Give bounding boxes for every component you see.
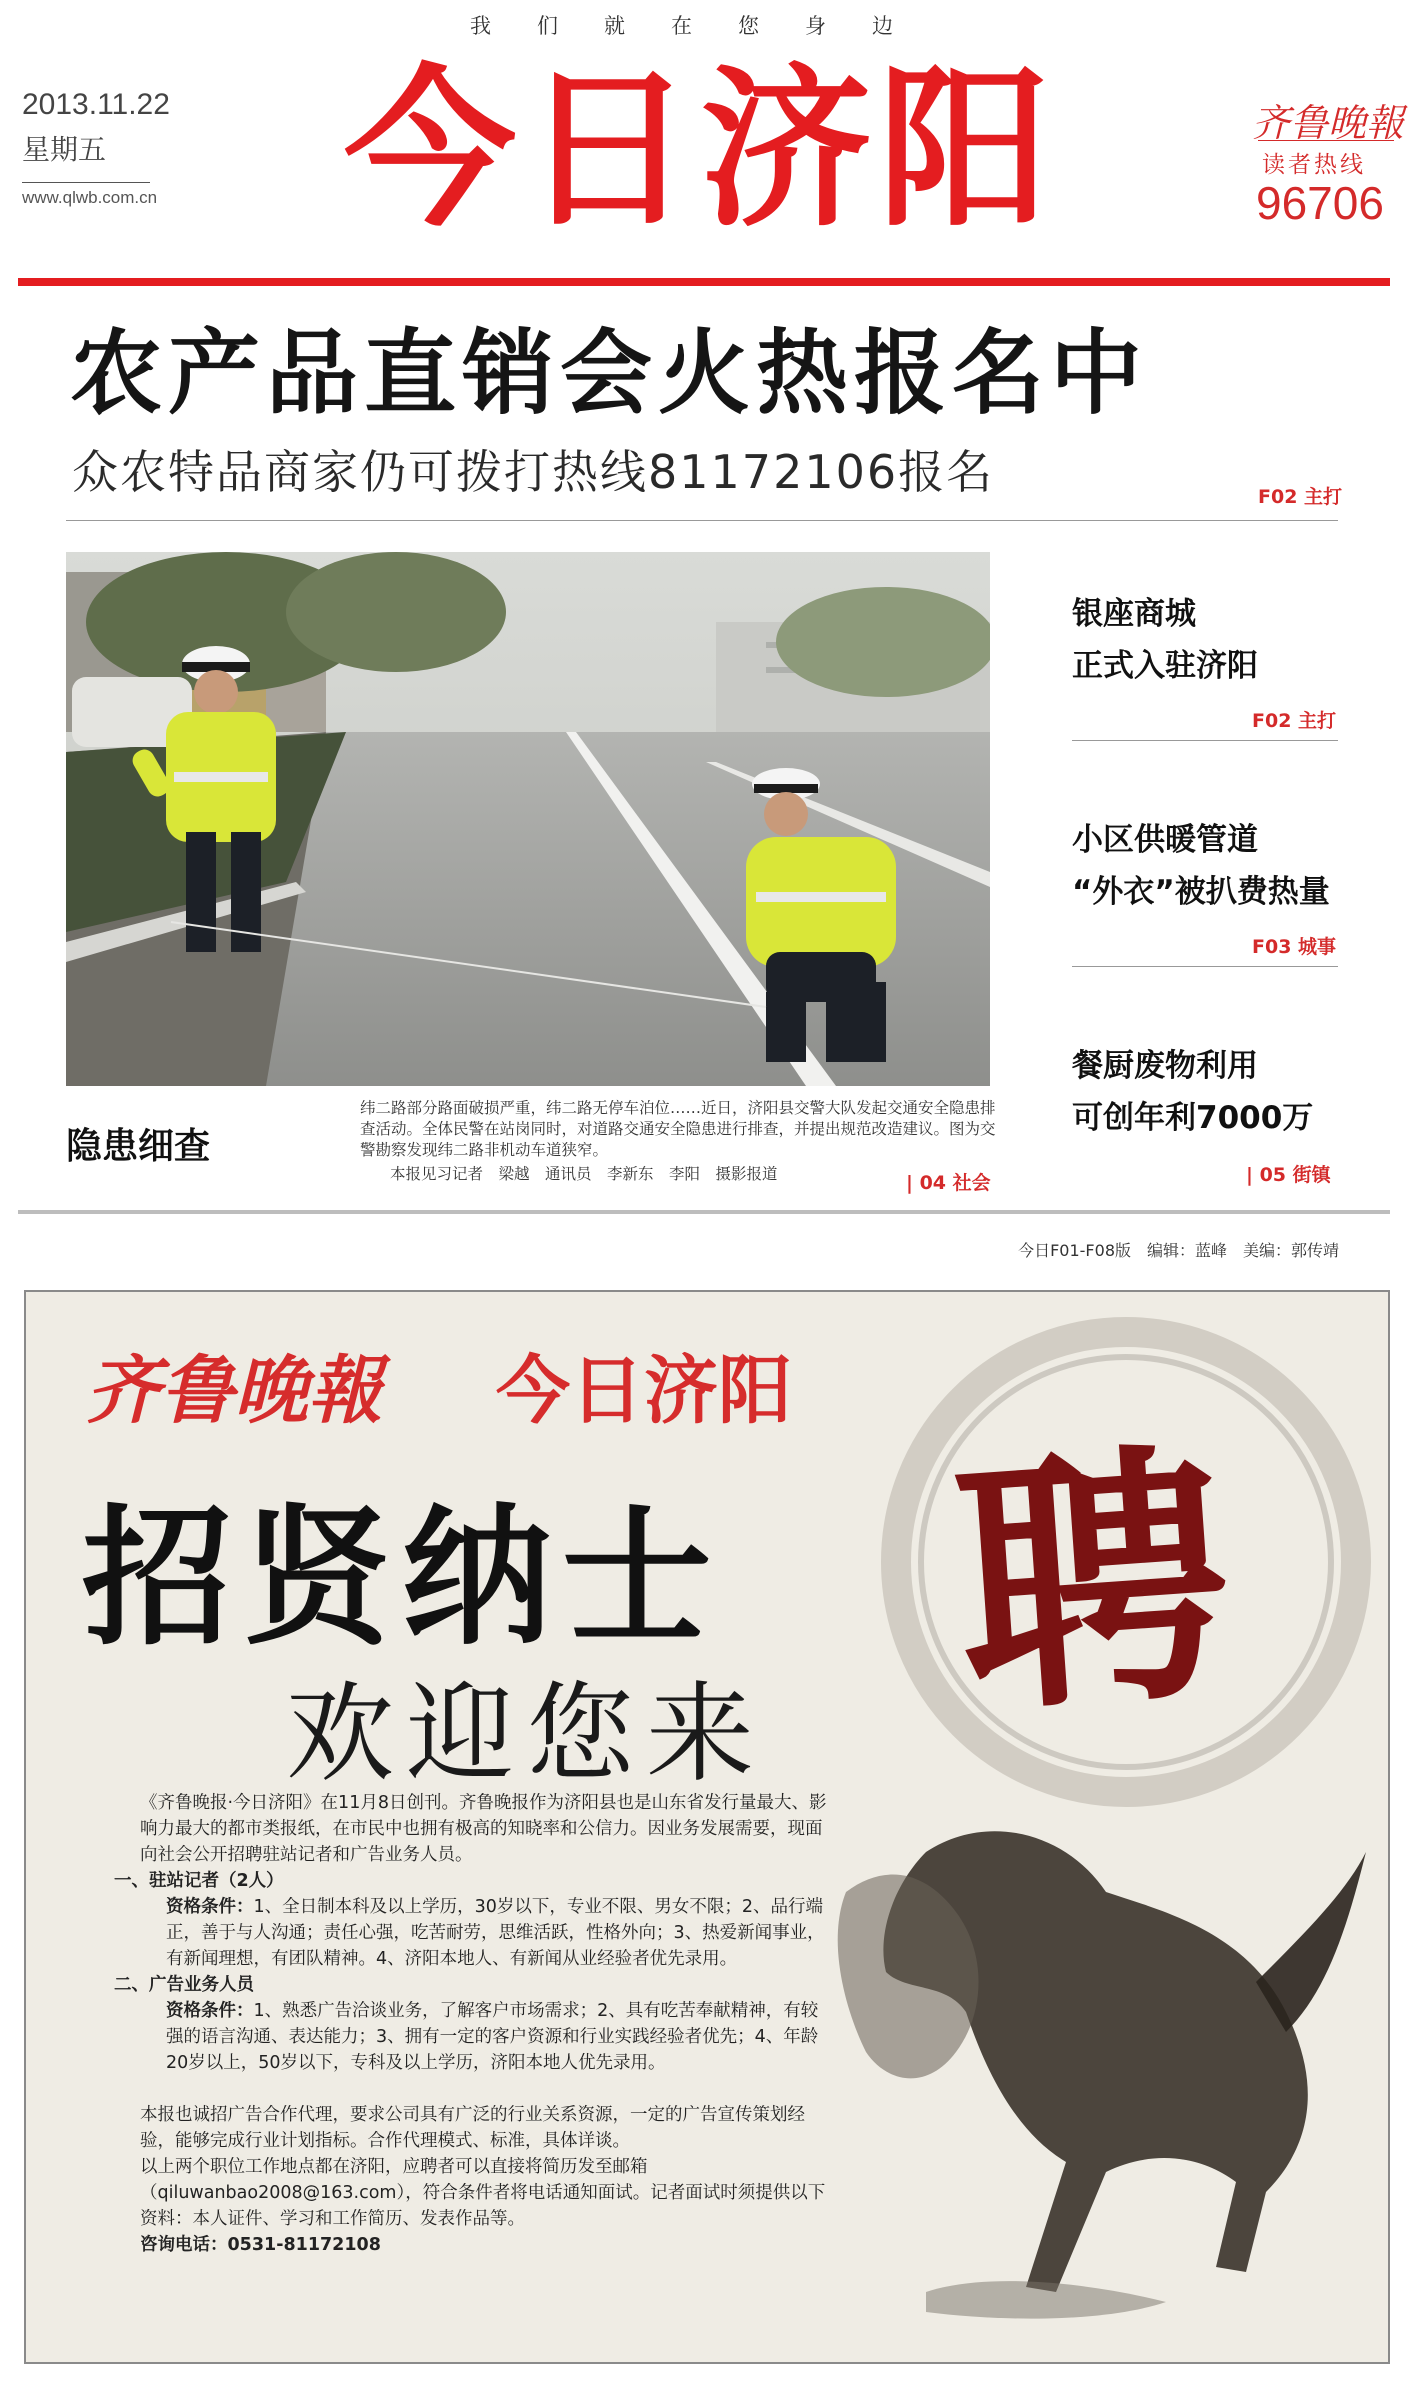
ad-agency-text: 本报也诚招广告合作代理，要求公司具有广泛的行业关系资源，一定的广告宣传策划经验，能够完成行业计划指标。合作代理模式、标准，具体详谈。 — [140, 2105, 805, 2151]
sidebar-item-subtitle: 正式入驻济阳 — [1072, 648, 1258, 684]
traffic-police-photo — [66, 552, 990, 1086]
website-link[interactable]: www.qlwb.com.cn — [22, 188, 158, 207]
issue-date: 2013.11.22 — [22, 88, 170, 121]
ad-section1-title: 一、驻站记者（2人） — [114, 1871, 284, 1891]
sidebar-rule — [1072, 966, 1338, 967]
ad-brand-title: 今日济阳 — [496, 1348, 792, 1434]
ad-welcome: 欢迎您来 — [286, 1672, 767, 1797]
ad-section1-text: 1、全日制本科及以上学历，30岁以下，专业不限、男女不限；2、品行端正，善于与人沟通；责任心强，吃苦耐劳，思维活跃，性格外向；3、热爱新闻事业，有新闻理想，有团队精神。4、济阳本地人、有新闻从业经验者优先录用。 — [166, 1897, 825, 1969]
sponsor-rule — [1258, 140, 1394, 141]
ad-section2-title: 二、广告业务人员 — [114, 1975, 254, 1995]
website-rule — [22, 182, 150, 183]
masthead-slogan: 我们就在您身边 — [470, 14, 939, 38]
photo-title: 隐患细查 — [66, 1126, 211, 1167]
ad-intro: 《齐鲁晚报·今日济阳》在11月8日创刊。齐鲁晚报作为济阳县也是山东省发行量最大、影响力最大的都市类报纸，在市民中也拥有极高的知晓率和公信力。因业务发展需要，现面向社会公开招聘驻站记者和广告业务人员。 — [140, 1793, 827, 1865]
sidebar-item-title: 小区供暖管道 — [1072, 822, 1258, 858]
sidebar-page-ref-1[interactable]: F03 城事 — [1252, 936, 1337, 958]
recruitment-ad[interactable] — [24, 1290, 1390, 2364]
masthead-divider — [18, 278, 1390, 286]
photo-credit: 本报见习记者 梁越 通讯员 李新东 李阳 摄影报道 — [390, 1165, 778, 1183]
sidebar-item-title: 银座商城 — [1072, 596, 1196, 632]
lead-page-ref[interactable]: F02 主打 — [1258, 486, 1343, 508]
photo-caption: 纬二路部分路面破损严重，纬二路无停车泊位……近日，济阳县交警大队发起交通安全隐患排查活动。全体民警在站岗同时，对道路交通安全隐患进行排查，并提出规范改造建议。图为交警勘察发现纬二路非机动车道狭窄。 — [360, 1099, 996, 1159]
lead-subheadline: 众农特品商家仍可拨打热线81172106报名 — [72, 445, 995, 499]
newspaper-title: 今日济阳 — [344, 49, 1056, 250]
ad-brand-sponsor: 齐鲁晚報 — [86, 1348, 382, 1434]
sidebar-item-0[interactable] — [1072, 588, 1258, 692]
ad-section2-text: 1、熟悉广告洽谈业务，了解客户市场需求；2、具有吃苦奉献精神，有较强的语言沟通、表达能力；3、拥有一定的客户资源和行业实践经验者优先；4、年龄20岁以上，50岁以下，专科及以上学历，济阳本地人优先录用。 — [166, 2001, 819, 2073]
ad-section1-label: 资格条件： — [166, 1897, 254, 1917]
section-divider — [18, 1210, 1390, 1214]
sidebar-item-subtitle: “外衣”被扒费热量 — [1072, 874, 1330, 910]
lead-headline[interactable]: 农产品直销会火热报名中 — [70, 320, 1149, 427]
news-photo[interactable] — [66, 552, 990, 1086]
sidebar-item-title: 餐厨废物利用 — [1072, 1048, 1258, 1084]
lead-rule — [66, 520, 1338, 521]
sidebar-page-ref-0[interactable]: F02 主打 — [1252, 710, 1337, 732]
sidebar-rule — [1072, 740, 1338, 741]
sidebar-item-subtitle: 可创年利7000万 — [1072, 1100, 1314, 1136]
ad-section2-label: 资格条件： — [166, 2001, 254, 2021]
ad-slogan: 招贤纳士 — [82, 1490, 723, 1666]
sponsor-logo: 齐鲁晚報 — [1252, 101, 1405, 145]
issue-weekday: 星期五 — [22, 133, 107, 166]
sidebar-item-1[interactable] — [1072, 814, 1330, 918]
ad-apply-text: 以上两个职位工作地点都在济阳，应聘者可以直接将简历发至邮箱（qiluwanbao2008@163.com），符合条件者将电话通知面试。记者面试时须提供以下资料：本人证件、学习和工作简历、发表作品等。 — [140, 2157, 826, 2229]
sidebar-page-ref-2[interactable]: | 05 街镇 — [1246, 1164, 1331, 1186]
hotline-number: 96706 — [1256, 177, 1384, 229]
photo-page-ref[interactable]: | 04 社会 — [906, 1172, 991, 1194]
ad-spacer — [114, 2076, 834, 2102]
ad-body-text — [114, 1790, 834, 2258]
ad-hire-character: 聘 — [946, 1413, 1239, 1750]
hotline-label: 读者热线 — [1262, 152, 1366, 178]
edition-info: 今日F01-F08版 编辑：蓝峰 美编：郭传靖 — [1018, 1241, 1339, 1260]
ad-contact-phone[interactable]: 咨询电话：0531-81172108 — [140, 2235, 381, 2255]
sidebar-item-2[interactable] — [1072, 1040, 1313, 1144]
